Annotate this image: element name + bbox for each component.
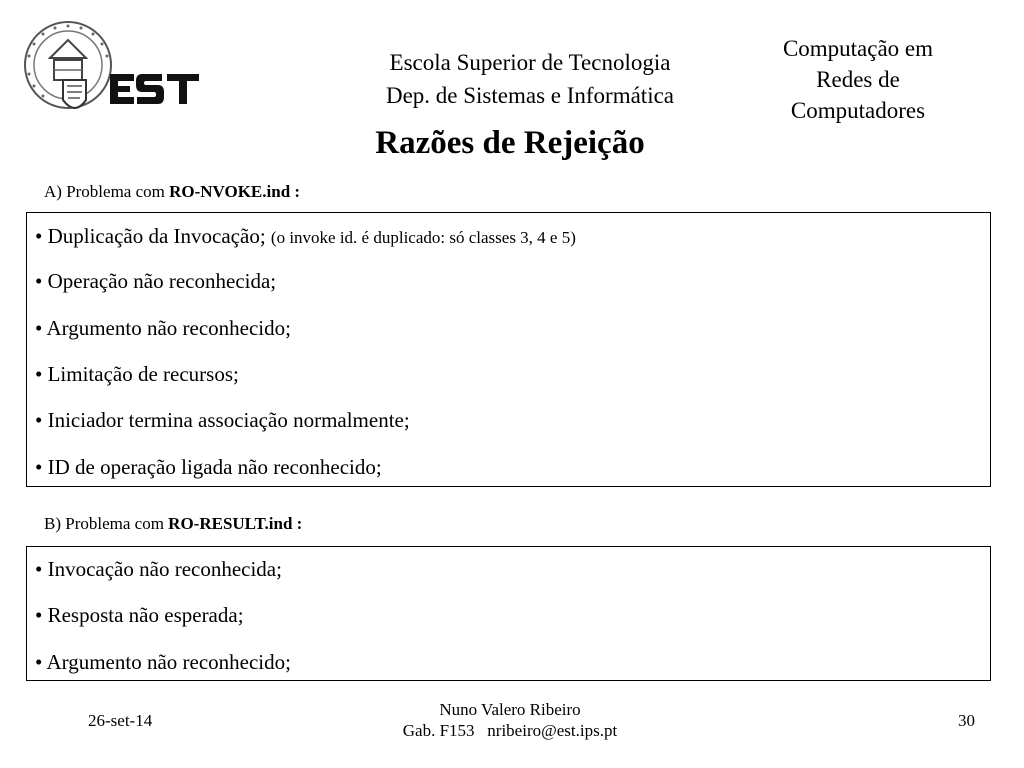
list-item: • Invocação não reconhecida; [35, 557, 282, 581]
author-name: Nuno Valero Ribeiro [439, 700, 581, 719]
institution-name: Escola Superior de Tecnologia [389, 50, 671, 75]
list-item: • Operação não reconhecida; [35, 269, 277, 293]
course-name-line: Redes de [816, 67, 900, 92]
section-b-list-box [26, 546, 991, 681]
course-name-line: Computadores [790, 98, 926, 123]
list-item: • Argumento não reconhecido; [35, 316, 291, 340]
section-a-label-prefix: A) Problema com [44, 182, 170, 201]
page-number: 30 [958, 711, 975, 730]
section-a-list-box [26, 212, 991, 487]
institution-seal-icon [18, 18, 218, 128]
est-wordmark [110, 74, 199, 104]
course-name [742, 33, 974, 126]
list-item: • Iniciador termina associação normalmente; [35, 408, 410, 432]
list-item [35, 223, 576, 251]
slide-title: Razões de Rejeição [375, 125, 645, 161]
section-a-label [44, 181, 300, 203]
list-item-text: • Duplicação da Invocação; [35, 224, 271, 248]
list-item-note: (o invoke id. é duplicado: só classes 3, 4 e 5) [270, 228, 576, 247]
est-logo [18, 18, 218, 128]
list-item: • Limitação de recursos; [35, 362, 239, 386]
footer-author [340, 699, 680, 741]
department-name: Dep. de Sistemas e Informática [385, 83, 675, 108]
section-a-primitive: RO-NVOKE.ind : [169, 182, 301, 201]
section-b-label [44, 513, 302, 535]
author-contact: Gab. F153 nribeiro@est.ips.pt [402, 721, 618, 740]
footer-date: 26-set-14 [88, 711, 153, 730]
list-item: • Resposta não esperada; [35, 603, 244, 627]
section-b-label-prefix: B) Problema com [44, 514, 169, 533]
course-name-line: Computação em [782, 36, 934, 61]
section-b-primitive: RO-RESULT.ind : [168, 514, 303, 533]
list-item: • ID de operação ligada não reconhecido; [35, 455, 382, 479]
list-item: • Argumento não reconhecido; [35, 650, 291, 674]
